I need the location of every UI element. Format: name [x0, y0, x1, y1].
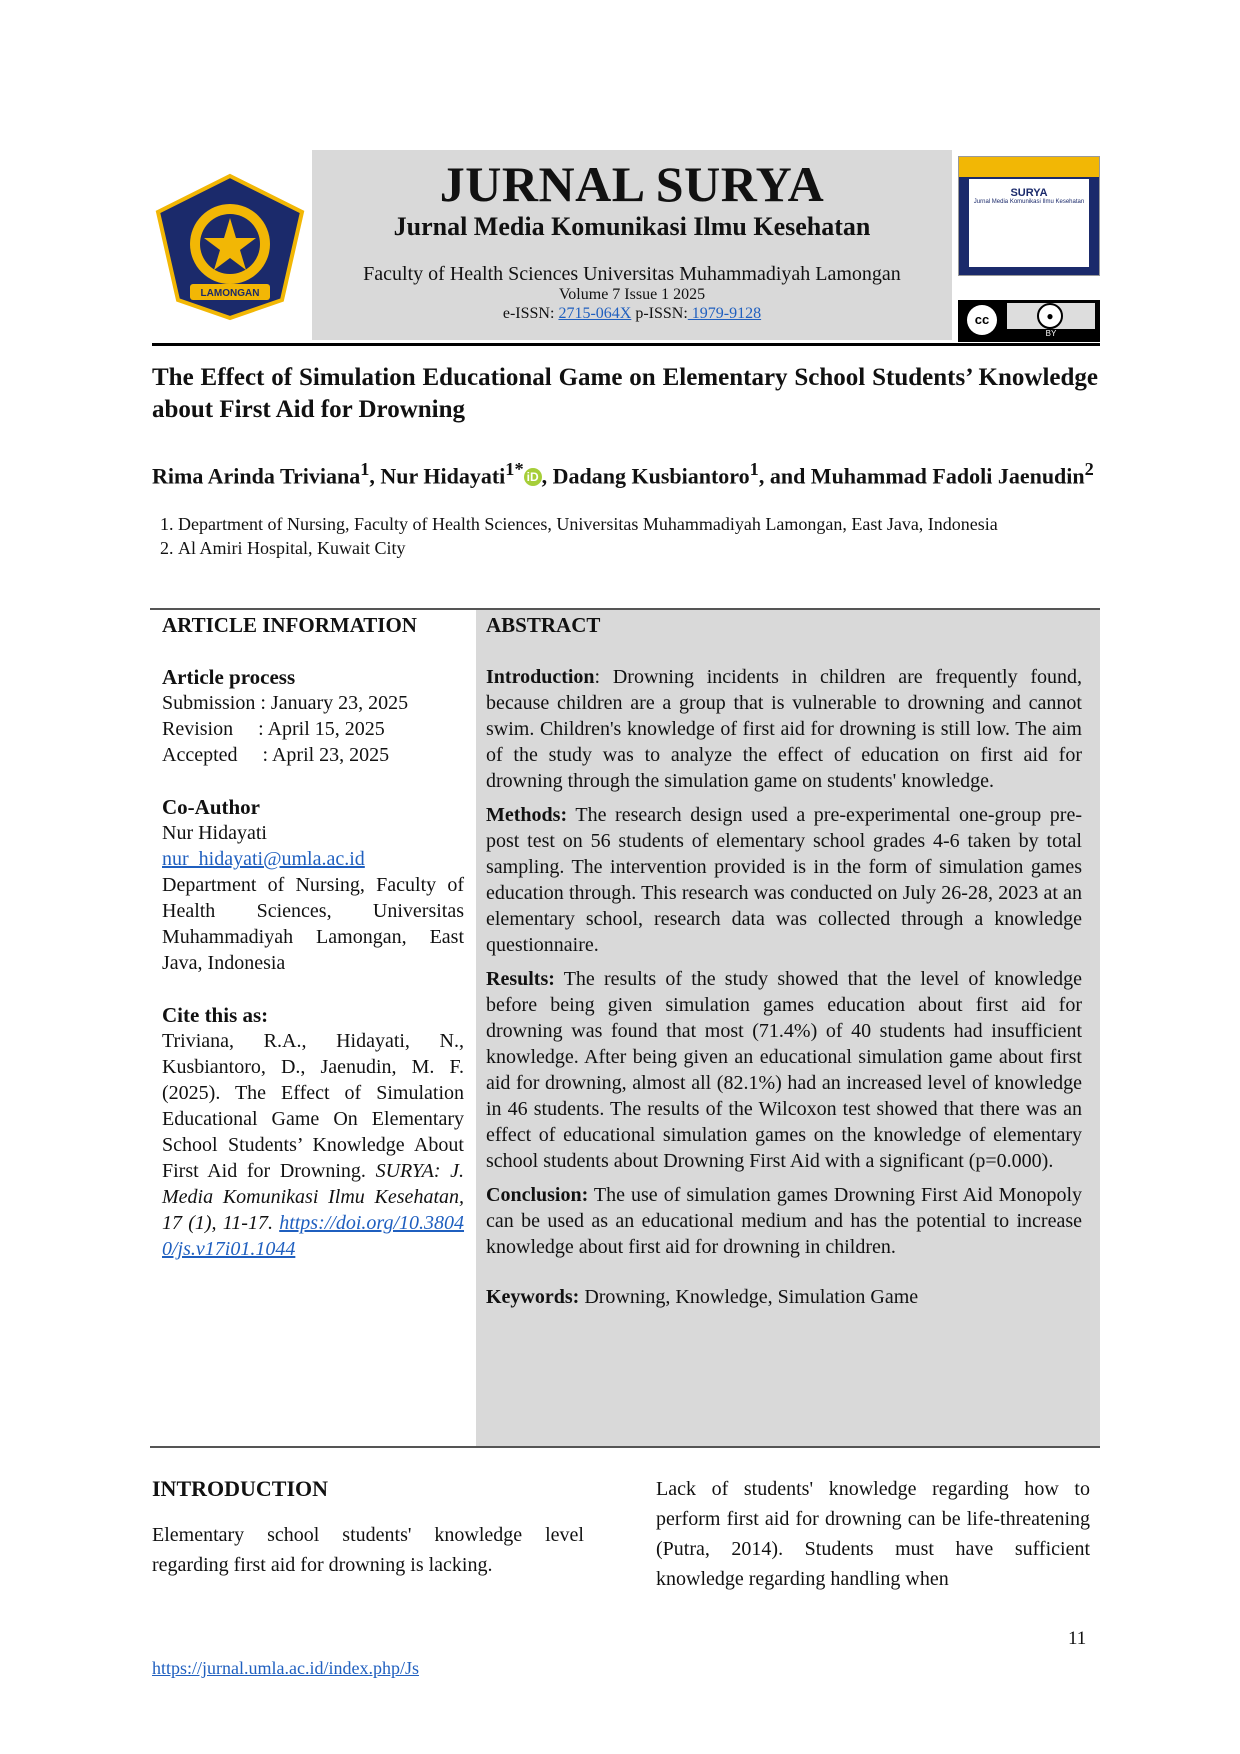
eissn-link[interactable]: 2715-064X	[558, 305, 632, 322]
abstract-results	[486, 966, 1082, 1174]
introduction-heading: INTRODUCTION	[152, 1476, 329, 1501]
journal-faculty: Faculty of Health Sciences Universitas Muhammadiyah Lamongan	[363, 263, 901, 285]
results-label: Results:	[486, 968, 555, 990]
author-1: Rima Arinda Triviana	[152, 463, 361, 489]
body-right-paragraph: Lack of students' knowledge regarding how to perform first aid for drowning can be life-threatening (Putra, 2014). Students must have sufficient knowledge regarding handling when	[656, 1478, 1090, 1590]
submission-date: Submission : January 23, 2025	[162, 692, 409, 714]
co-author-name: Nur Hidayati	[162, 822, 267, 844]
co-author-affiliation: Department of Nursing, Faculty of Health Sciences, Universitas Muhammadiyah Lamongan, East Java, Indonesia	[162, 874, 464, 974]
affiliation-item: 2. Al Amiri Hospital, Kuwait City	[178, 536, 1124, 560]
abstract-heading: ABSTRACT	[486, 613, 601, 637]
author-3: , Dadang Kusbiantoro	[541, 463, 750, 489]
header-divider	[152, 343, 1100, 346]
author-2: , Nur Hidayati	[369, 463, 506, 489]
article-information-heading: ARTICLE INFORMATION	[162, 613, 417, 637]
cover-title: SURYA	[1010, 187, 1048, 199]
journal-volume: Volume 7 Issue 1 2025	[558, 286, 706, 303]
university-logo	[152, 172, 308, 322]
affiliation-list	[152, 512, 1124, 560]
pissn-label: p-ISSN:	[635, 305, 688, 322]
citation	[162, 1028, 464, 1262]
article-information-column	[162, 612, 464, 1262]
citation-text: Triviana, R.A., Hidayati, N., Kusbiantoro, D., Jaenudin, M. F. (2025). The Effect of Simulation Educational Game On Elementary School Students’ Knowledge About First Aid for Drowning.	[162, 1030, 464, 1182]
body-left-paragraph: Elementary school students' knowledge level regarding first aid for drowning is lacking.	[152, 1524, 584, 1576]
accepted-date: Accepted : April 23, 2025	[162, 744, 390, 766]
revision-date: Revision : April 15, 2025	[162, 718, 385, 740]
footer-journal-link[interactable]: https://jurnal.umla.ac.id/index.php/Js	[152, 1658, 419, 1678]
header-band	[312, 150, 952, 340]
cite-heading: Cite this as:	[162, 1003, 269, 1027]
abstract-column	[476, 610, 1100, 1446]
author-list	[152, 454, 1098, 491]
abstract-methods	[486, 802, 1082, 958]
eissn-label: e-ISSN:	[502, 305, 555, 322]
journal-cover-image	[958, 156, 1100, 276]
logo-text-bottom: LAMONGAN	[200, 288, 260, 299]
cc-by-panel	[1007, 303, 1095, 339]
paper-title: The Effect of Simulation Educational Game on Elementary School Students’ Knowledge about First Aid for Drowning	[152, 364, 1098, 423]
keywords-text: Drowning, Knowledge, Simulation Game	[579, 1286, 919, 1308]
abstract-conclusion	[486, 1182, 1082, 1260]
pissn-link[interactable]: 1979-9128	[687, 305, 762, 322]
methods-text: The research design used a pre-experimental one-group pre-post test on 56 students of elementary school grades 4-6 taken by total sampling. The intervention provided is in the form of simulation games education through. This research was conducted on July 26-28, 2023 at an elementary school, research data was collected through a knowledge questionnaire.	[486, 804, 1082, 956]
doi-link[interactable]: https://doi.org/10.38040/js.v17i01.1044	[162, 1212, 465, 1260]
co-author-heading: Co-Author	[162, 795, 260, 819]
journal-subtitle: Jurnal Media Komunikasi Ilmu Kesehatan	[393, 212, 871, 241]
author-3-sup: 1	[749, 459, 759, 479]
introduction-text: : Drowning incidents in children are frequently found, because children are a group that is vulnerable to drowning and cannot swim. Children's knowledge of first aid for drowning is still low. The aim of the study was to analyze the effect of education on first aid for drowning through the simulation game on students' knowledge.	[486, 666, 1082, 792]
author-1-sup: 1	[360, 459, 370, 479]
affiliation-item: 1. Department of Nursing, Faculty of Health Sciences, Universitas Muhammadiyah Lamongan, East Java, Indonesia	[178, 512, 1124, 536]
by-person-icon: ●	[1037, 303, 1063, 329]
co-author-email-link[interactable]: nur_hidayati@umla.ac.id	[162, 848, 365, 870]
abstract-introduction	[486, 664, 1082, 794]
introduction-label: Introduction	[486, 666, 595, 688]
cover-stripe	[959, 157, 1099, 177]
methods-label: Methods:	[486, 804, 568, 826]
page-number: 11	[1068, 1628, 1087, 1649]
results-text: The results of the study showed that the level of knowledge before being given simulation games education about first aid for drowning was found that most (71.4%) of 40 students had insufficient knowledge. After being given an educational simulation game about first aid for drowning, almost all (82.1%) had an increased level of knowledge in 46 students. The results of the Wilcoxon test showed that there was an effect of educational simulation games on the knowledge of elementary school students about Drowning First Aid with a significant (p=0.000).	[486, 968, 1082, 1172]
cover-inner	[969, 179, 1089, 267]
citation-journal: SURYA: J. Media Komunikasi Ilmu Kesehatan, 17 (1), 11-17.	[162, 1160, 465, 1234]
author-4: , and Muhammad Fadoli Jaenudin	[758, 463, 1085, 489]
abstract-keywords	[486, 1284, 1082, 1310]
cover-subtitle: Jurnal Media Komunikasi Ilmu Kesehatan	[973, 199, 1085, 205]
journal-header	[152, 150, 1100, 342]
table-bottom-rule	[150, 1446, 1100, 1448]
orcid-icon[interactable]: iD	[524, 468, 542, 486]
journal-issn	[312, 304, 952, 324]
author-2-sup: 1*	[505, 459, 524, 479]
conclusion-label: Conclusion:	[486, 1184, 589, 1206]
article-process-heading: Article process	[162, 665, 296, 689]
cc-by-license-badge	[958, 300, 1100, 342]
abstract-content	[486, 612, 1082, 1310]
author-4-sup: 2	[1084, 459, 1094, 479]
journal-title: JURNAL SURYA	[439, 156, 825, 212]
conclusion-text: The use of simulation games Drowning First Aid Monopoly can be used as an educational medium and has the potential to increase knowledge about first aid for drowning in children.	[486, 1184, 1082, 1258]
by-label: BY	[1007, 329, 1095, 339]
keywords-label: Keywords:	[486, 1286, 580, 1308]
cc-icon: cc	[967, 305, 997, 335]
